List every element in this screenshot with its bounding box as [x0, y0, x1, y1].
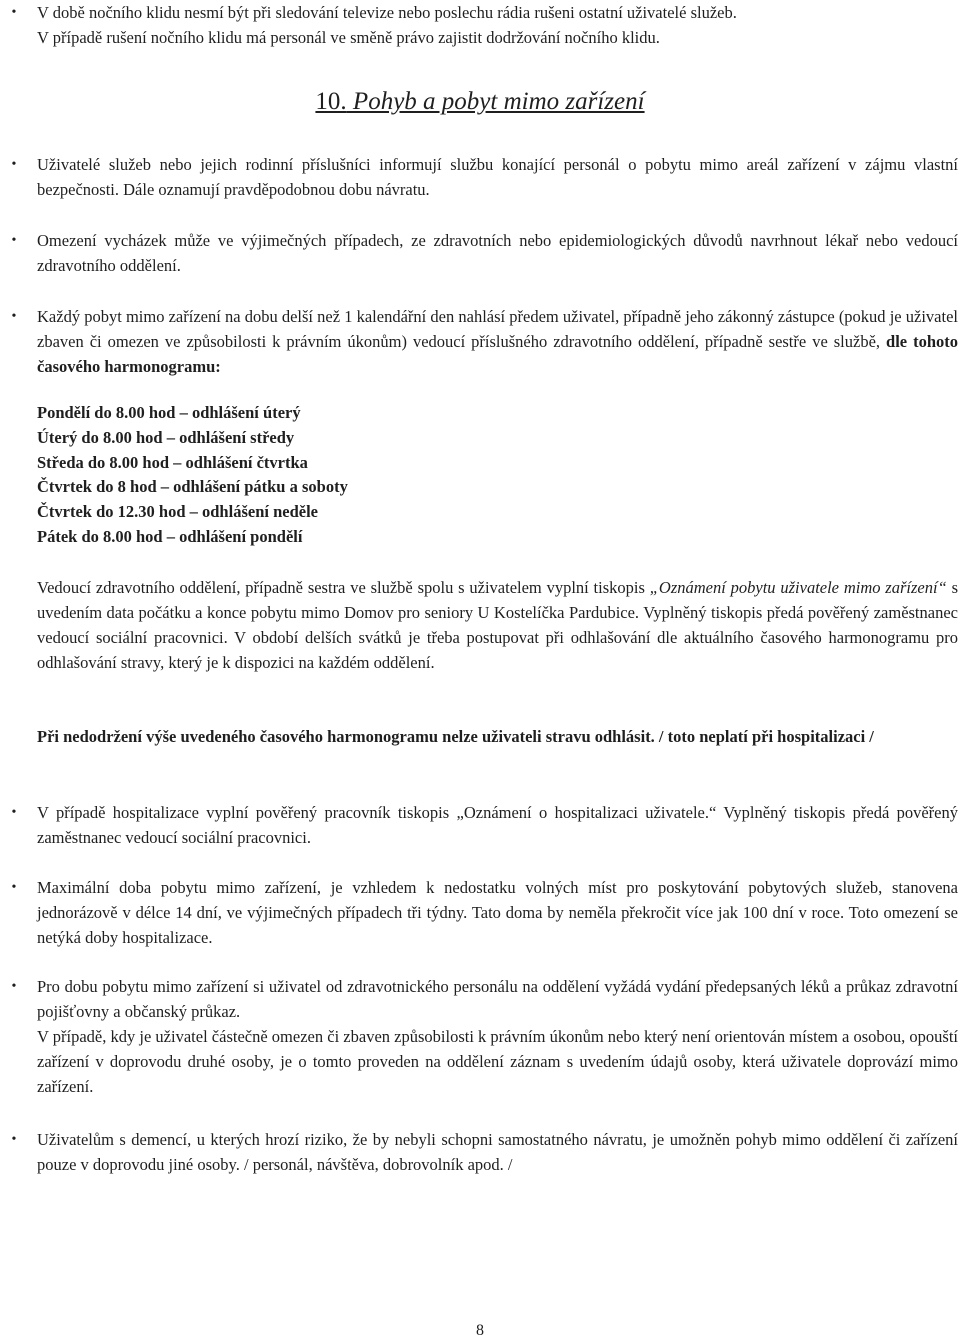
section-number: 10.: [315, 88, 347, 115]
paragraph-dementia: Uživatelům s demencí, u kterých hrozí riziko, že by nebyli schopni samostatného návratu, je umožněn pohyb mimo oddělení či zařízení pouze v doprovodu jiné osoby. / personál, návštěva, dobrovolník apod. /: [37, 1130, 958, 1174]
bullet-icon: •: [11, 309, 17, 324]
paragraph-medication-group: [37, 974, 958, 1099]
bullet-icon: •: [11, 979, 17, 994]
paragraph-max-duration: Maximální doba pobytu mimo zařízení, je vzhledem k nedostatku volných míst pro poskytování pobytových služeb, stanovena jednorázově v délce 14 dní, ve výjimečných případech tři týdny. Tato doma by neměla překročit více jak 100 dní v roce. Toto omezení se netýká doby hospitalizace.: [37, 878, 958, 947]
form-text-before: Vedoucí zdravotního oddělení, případně sestra ve službě spolu s uživatelem vyplní tiskopis: [37, 578, 650, 597]
paragraph-restriction: Omezení vycházek může ve výjimečných případech, ze zdravotních nebo epidemiologických důvodů navrhnout lékař nebo vedoucí zdravotního oddělení.: [37, 231, 958, 275]
absence-report-bold: dle tohoto časového harmonogramu:: [37, 332, 958, 376]
bullet-icon: •: [11, 233, 17, 248]
bullet-icon: •: [11, 880, 17, 895]
intro-line-2: V případě rušení nočního klidu má personál ve směně právo zajistit dodržování nočního klidu.: [37, 28, 660, 47]
intro-line-1: V době nočního klidu nesmí být při sledování televize nebo poslechu rádia rušeni ostatní uživatelé služeb.: [37, 3, 737, 22]
absence-report-text: Každý pobyt mimo zařízení na dobu delší než 1 kalendářní den nahlásí předem uživatel, případně jeho zákonný zástupce (pokud je uživatel zbaven či omezen ve způsobilosti k právním úkonům) vedoucí příslušného zdravotního oddělení, případně sestře ve službě,: [37, 307, 958, 351]
bullet-icon: •: [11, 5, 17, 20]
schedule-item: Středa do 8.00 hod – odhlášení čtvrtka: [37, 452, 308, 472]
bullet-icon: •: [11, 1132, 17, 1147]
schedule-item: Čtvrtek do 12.30 hod – odhlášení neděle: [37, 502, 318, 522]
paragraph-inform: Uživatelé služeb nebo jejich rodinní příslušníci informují službu konající personál o pobytu mimo areál zařízení v zájmu vlastní bezpečnosti. Dále oznamují pravděpodobnou dobu návratu.: [37, 155, 958, 199]
page-number: 8: [476, 1322, 484, 1339]
paragraph-hospitalization: V případě hospitalizace vyplní pověřený pracovník tiskopis „Oznámení o hospitalizaci uživatele.“ Vyplněný tiskopis předá pověřený zaměstnanec vedoucí sociální pracovnici.: [37, 803, 958, 847]
bullet-icon: •: [11, 805, 17, 820]
schedule-item: Pátek do 8.00 hod – odhlášení pondělí: [37, 526, 303, 546]
paragraph-warning: Při nedodržení výše uvedeného časového harmonogramu nelze uživateli stravu odhlásit. / toto neplatí při hospitalizaci /: [37, 727, 874, 746]
paragraph-escort: V případě, kdy je uživatel částečně omezen či zbaven způsobilosti k právním úkonům nebo který není orientován místem a osobou, opouští zařízení v doprovodu druhé osoby, je o tomto proveden na oddělení záznam s uvedením údajů osoby, která uživatele doprovází mimo zařízení.: [37, 1027, 958, 1096]
paragraph-absence-report: [37, 304, 958, 379]
schedule-list: [37, 401, 348, 550]
section-title: Pohyb a pobyt mimo zařízení: [346, 88, 645, 115]
schedule-item: Úterý do 8.00 hod – odhlášení středy: [37, 427, 295, 447]
paragraph-medication: Pro dobu pobytu mimo zařízení si uživatel od zdravotnického personálu na oddělení vyžádá vydání předepsaných léků a průkaz zdravotní pojišťovny a občanský průkaz.: [37, 977, 958, 1021]
section-heading: [0, 86, 960, 118]
form-text-after: s uvedením data počátku a konce pobytu mimo Domov pro seniory U Kostelíčka Pardubice. Vyplněný tiskopis předá pověřený zaměstnanec vedoucí sociální pracovnici. V období delších svátků je třeba postupovat při odhlašování dle aktuálního časového harmonogramu pro odhlašování stravy, který je k dispozici na každém oddělení.: [37, 578, 958, 672]
form-title: „Oznámení pobytu uživatele mimo zařízení“: [649, 578, 947, 597]
schedule-item: Čtvrtek do 8 hod – odhlášení pátku a soboty: [37, 477, 348, 497]
bullet-icon: •: [11, 157, 17, 172]
schedule-item: Pondělí do 8.00 hod – odhlášení úterý: [37, 403, 301, 422]
intro-paragraph: [37, 0, 958, 50]
paragraph-form: [37, 575, 958, 675]
